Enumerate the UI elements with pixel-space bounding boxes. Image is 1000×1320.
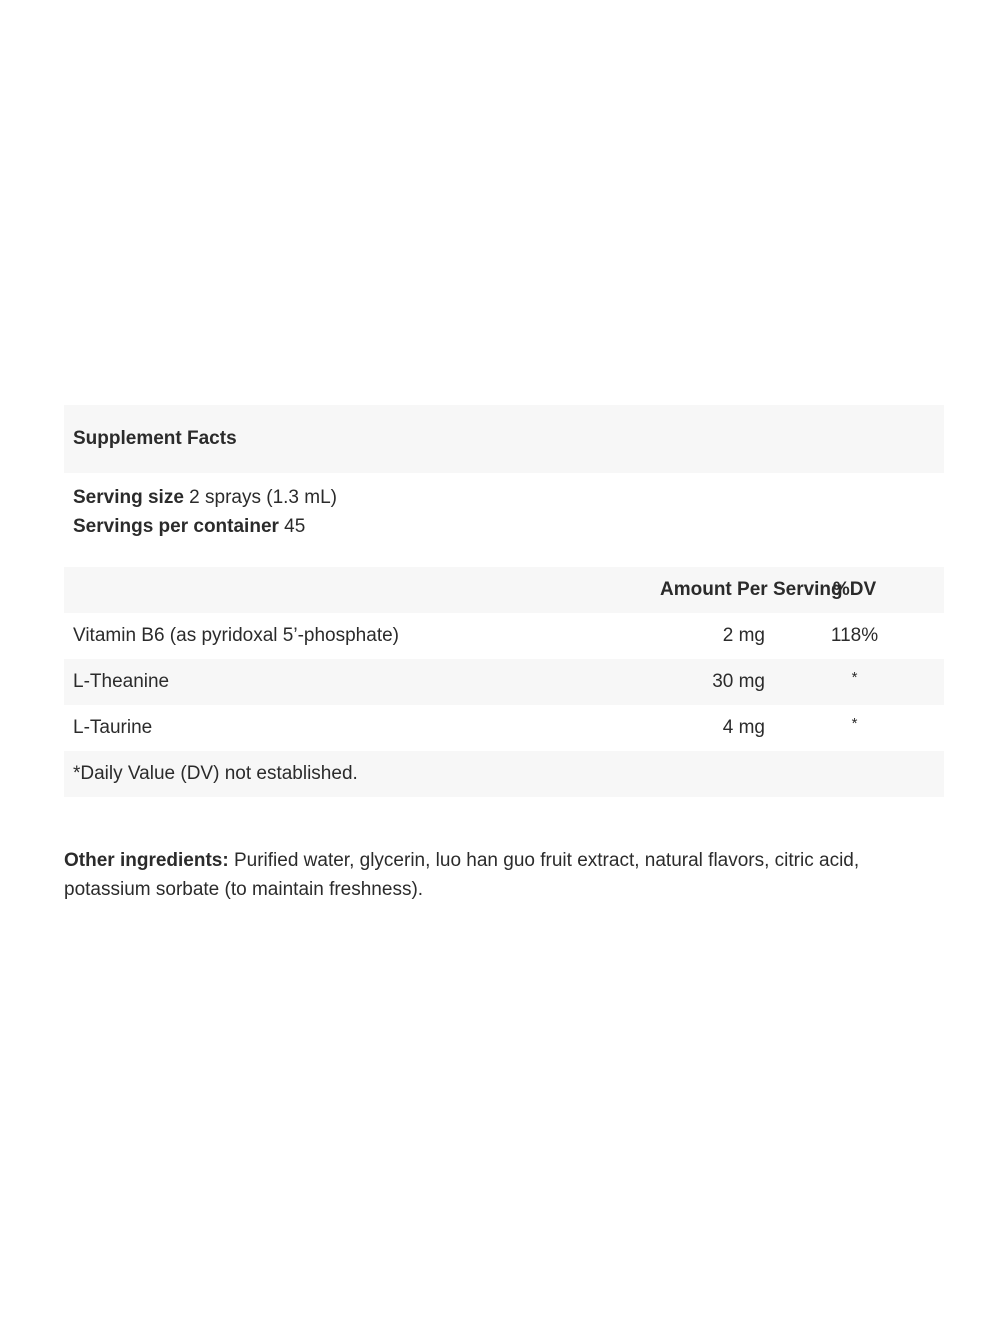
table-row [64, 613, 944, 659]
other-ingredients [64, 846, 944, 904]
servings-per-container-value: 45 [278, 516, 306, 537]
table-header-row [64, 567, 944, 613]
header-amount: Amount Per Serving [660, 579, 843, 600]
ingredient-amount: 30 mg [712, 671, 765, 692]
serving-size-label: Serving size [73, 487, 184, 508]
ingredient-dv: * [851, 715, 858, 732]
footnote-row [64, 751, 944, 797]
ingredient-amount: 4 mg [722, 717, 765, 738]
table-row [64, 705, 944, 751]
other-ingredients-text: Purified water, glycerin, luo han guo fruit extract, natural flavors, citric acid, potassium sorbate (to maintain freshness). [64, 850, 860, 900]
servings-per-container-label: Servings per container [73, 516, 279, 537]
serving-size-line [73, 483, 944, 512]
ingredient-amount: 2 mg [722, 625, 765, 646]
ingredient-name: L-Taurine [73, 717, 153, 738]
dv-footnote: *Daily Value (DV) not established. [73, 763, 358, 784]
servings-per-container-line [73, 512, 944, 541]
supplement-facts-panel [64, 405, 944, 797]
header-dv: %DV [832, 579, 877, 600]
ingredient-dv: 118% [830, 625, 879, 646]
table-row [64, 659, 944, 705]
other-ingredients-label: Other ingredients: [64, 850, 229, 871]
serving-size-value: 2 sprays (1.3 mL) [183, 487, 337, 508]
serving-info [64, 473, 944, 567]
supplement-facts-title: Supplement Facts [64, 405, 944, 473]
ingredient-name: L-Theanine [73, 671, 170, 692]
ingredient-name: Vitamin B6 (as pyridoxal 5’-phosphate) [73, 625, 399, 646]
ingredient-dv: * [851, 669, 858, 686]
